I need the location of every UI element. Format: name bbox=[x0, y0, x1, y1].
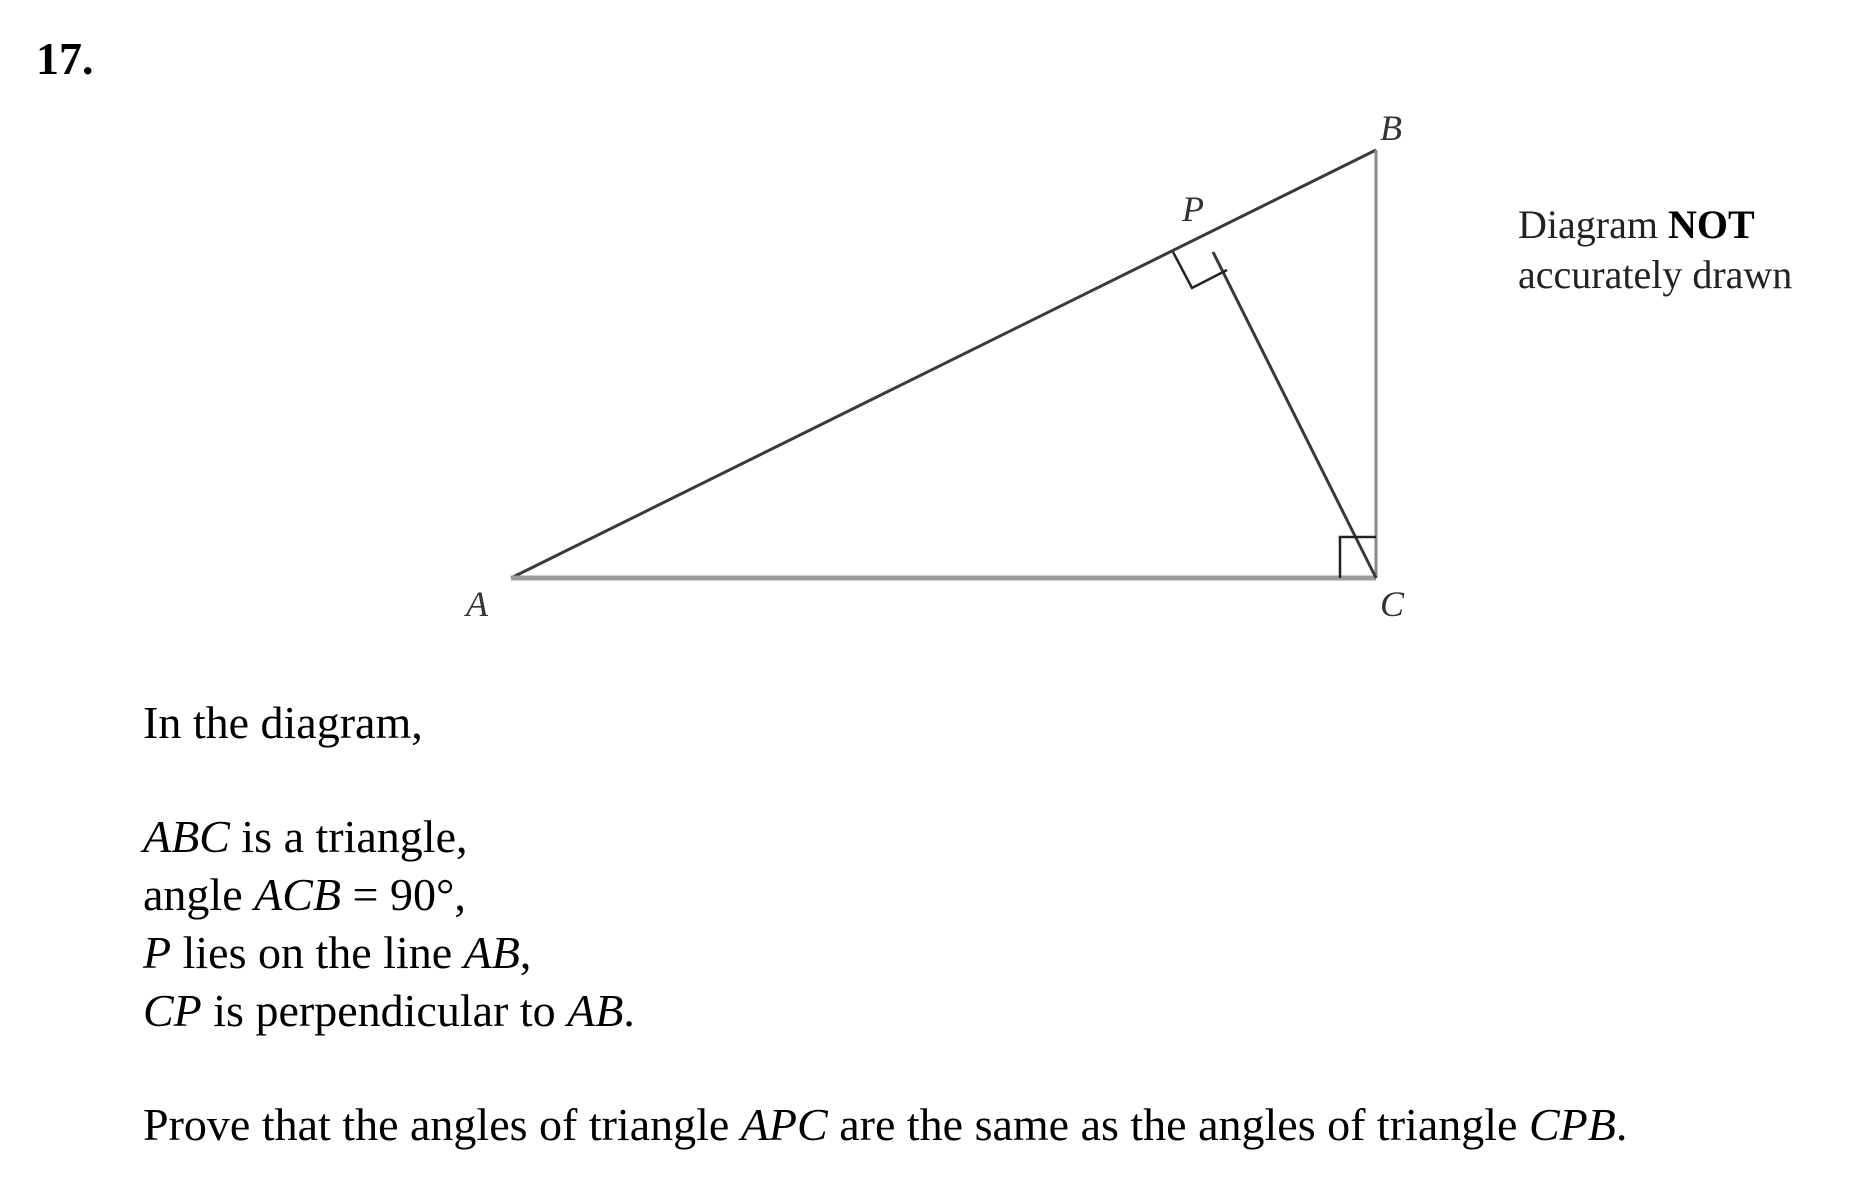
diagram-note-bold: NOT bbox=[1667, 202, 1755, 247]
prove-mid: are the same as the angles of triangle bbox=[827, 1099, 1529, 1150]
question-number: 17. bbox=[36, 33, 94, 84]
condition-mid: is perpendicular to bbox=[201, 985, 568, 1036]
diagram-note-line1 bbox=[1518, 200, 1792, 250]
prove-instruction bbox=[143, 1096, 1627, 1154]
conditions-list bbox=[143, 808, 635, 1040]
condition-math2: AB bbox=[463, 927, 520, 978]
condition-math: ABC bbox=[143, 811, 230, 862]
condition-rest: = 90°, bbox=[341, 869, 466, 920]
diagram-note-normal: Diagram bbox=[1518, 202, 1668, 247]
diagram-note bbox=[1518, 200, 1792, 300]
condition-line bbox=[143, 924, 635, 982]
prove-end: . bbox=[1615, 1099, 1628, 1150]
prove-math2: CPB bbox=[1528, 1099, 1616, 1150]
condition-line bbox=[143, 982, 635, 1040]
condition-math2: AB bbox=[567, 985, 624, 1036]
condition-math: ACB bbox=[254, 869, 342, 920]
condition-line bbox=[143, 808, 635, 866]
condition-pre: angle bbox=[143, 869, 255, 920]
condition-rest: . bbox=[623, 985, 635, 1036]
prove-math1: APC bbox=[740, 1099, 828, 1150]
right-angle-marker-p bbox=[1173, 252, 1227, 288]
point-label-p: P bbox=[1182, 189, 1204, 229]
segment-cp bbox=[1213, 252, 1376, 578]
prove-pre: Prove that the angles of triangle bbox=[143, 1099, 741, 1150]
diagram-note-line2: accurately drawn bbox=[1518, 252, 1793, 297]
condition-mid: lies on the line bbox=[171, 927, 464, 978]
point-label-c: C bbox=[1380, 584, 1405, 624]
condition-math: CP bbox=[143, 985, 202, 1036]
point-label-a: A bbox=[466, 584, 488, 624]
intro-text: In the diagram, bbox=[143, 697, 423, 748]
condition-math: P bbox=[143, 927, 172, 978]
condition-line bbox=[143, 866, 635, 924]
side-ab bbox=[511, 150, 1376, 578]
condition-rest: , bbox=[519, 927, 532, 978]
condition-rest: is a triangle, bbox=[229, 811, 468, 862]
point-label-b: B bbox=[1380, 108, 1402, 148]
